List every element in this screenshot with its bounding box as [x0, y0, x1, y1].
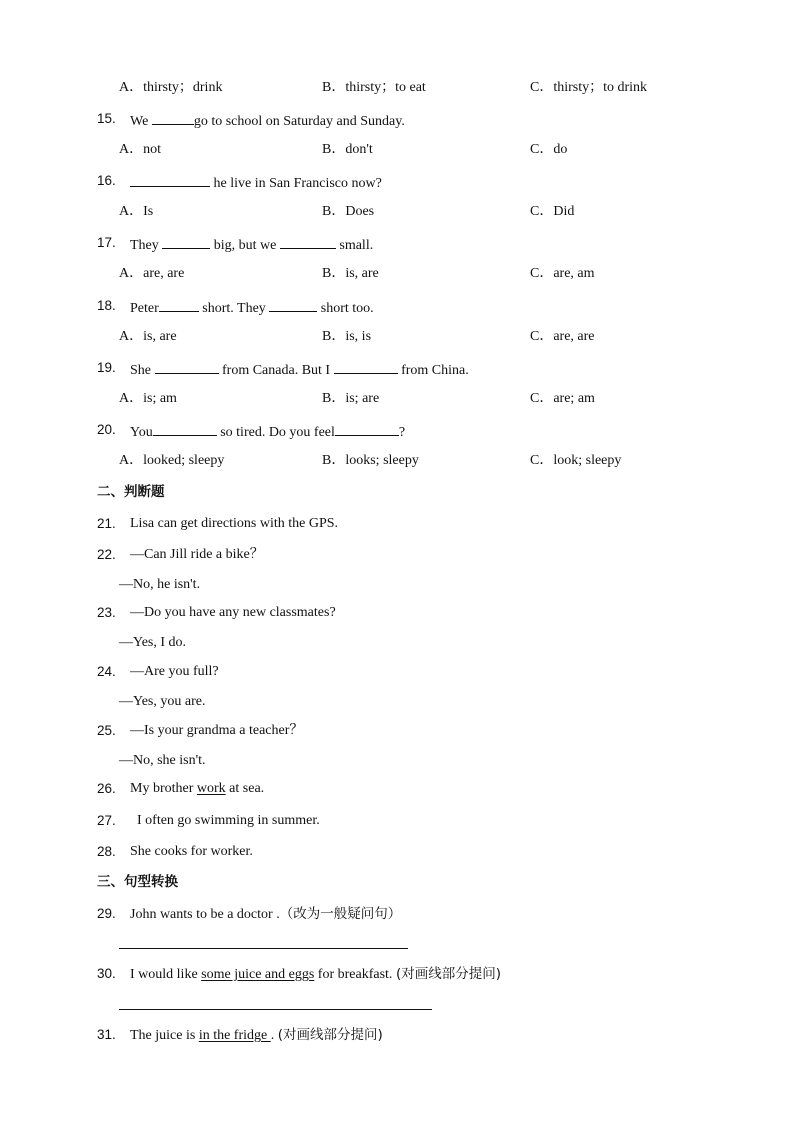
q23-line-2: —Yes, I do.	[119, 635, 187, 650]
q24-line-1: —Are you full?	[130, 664, 219, 679]
section-2-heading: 二、判断题	[97, 484, 165, 500]
q19-blank-2[interactable]	[334, 359, 398, 374]
q19-text-3: from China.	[401, 363, 469, 378]
q29-sentence: John wants to be a doctor .	[130, 907, 280, 922]
q20-text-3: ?	[398, 425, 406, 440]
q27-text: I often go swimming in summer.	[137, 813, 320, 828]
q22-line-1: —Can Jill ride a bike？	[130, 547, 264, 562]
q15-text-pre: We	[130, 114, 149, 129]
q19-question	[130, 359, 469, 377]
q31-instruction: (对画线部分提问)	[277, 1027, 383, 1043]
q31-text-post: .	[270, 1028, 278, 1043]
q17-question	[130, 234, 373, 252]
q19-number: 19.	[97, 360, 116, 375]
q20-blank-1[interactable]	[153, 421, 217, 436]
q15-option-a: A．not	[119, 142, 161, 157]
q15-option-b: B．don't	[322, 142, 373, 157]
q26-text	[130, 780, 264, 798]
q17-option-b: B．is, are	[322, 266, 379, 281]
q29-text	[130, 905, 401, 923]
q17-text-1: They	[130, 238, 159, 253]
q18-text-1: Peter	[130, 301, 159, 316]
q26-underlined: work	[196, 781, 226, 796]
q21-text: Lisa can get directions with the GPS.	[130, 516, 339, 531]
q25-number: 25.	[97, 723, 116, 738]
q21-number: 21.	[97, 516, 116, 531]
q20-option-c: C．look; sleepy	[530, 453, 622, 468]
q14-option-b: B．thirsty；to eat	[322, 80, 426, 95]
q26-number: 26.	[97, 781, 116, 796]
q30-text	[130, 965, 501, 983]
q29-answer-line[interactable]	[119, 948, 408, 949]
q19-text-1: She	[130, 363, 151, 378]
q30-text-pre: I would like	[130, 967, 202, 982]
q31-number: 31.	[97, 1027, 116, 1042]
q31-underlined: in the fridge	[198, 1028, 271, 1043]
q20-option-a: A．looked; sleepy	[119, 453, 225, 468]
q30-text-post: for breakfast.	[314, 967, 396, 982]
q16-blank[interactable]	[130, 172, 210, 187]
q15-option-c: C．do	[530, 142, 568, 157]
q19-option-a: A．is; am	[119, 391, 177, 406]
q20-blank-2[interactable]	[335, 421, 399, 436]
q26-text-pre: My brother	[130, 781, 197, 796]
q27-number: 27.	[97, 813, 116, 828]
q23-line-1: —Do you have any new classmates?	[130, 605, 336, 620]
q22-number: 22.	[97, 547, 116, 562]
q17-number: 17.	[97, 235, 116, 250]
q19-option-c: C．are; am	[530, 391, 595, 406]
q19-blank-1[interactable]	[155, 359, 219, 374]
q15-text-post: go to school on Saturday and Sunday.	[193, 114, 405, 129]
q17-text-3: small.	[339, 238, 374, 253]
q30-answer-line[interactable]	[119, 1009, 432, 1010]
q15-blank[interactable]	[152, 110, 194, 125]
q24-number: 24.	[97, 664, 116, 679]
q29-number: 29.	[97, 906, 116, 921]
q25-line-1: —Is your grandma a teacher？	[130, 723, 304, 738]
q16-option-b: B．Does	[322, 204, 375, 219]
q31-text	[130, 1026, 383, 1044]
q19-option-b: B．is; are	[322, 391, 380, 406]
q18-text-3: short too.	[320, 301, 374, 316]
q30-number: 30.	[97, 966, 116, 981]
q25-line-2: —No, she isn't.	[119, 753, 206, 768]
q30-instruction: (对画线部分提问)	[395, 966, 501, 982]
q20-question	[130, 421, 405, 439]
q18-option-a: A．is, are	[119, 329, 177, 344]
q14-option-c: C．thirsty；to drink	[530, 80, 648, 95]
q15-question	[130, 110, 405, 128]
q20-number: 20.	[97, 422, 116, 437]
q24-line-2: —Yes, you are.	[119, 694, 206, 709]
q22-line-2: —No, he isn't.	[119, 577, 201, 592]
q17-option-a: A．are, are	[119, 266, 185, 281]
section-3-heading: 三、句型转换	[97, 874, 178, 890]
q18-option-b: B．is, is	[322, 329, 372, 344]
q17-option-c: C．are, am	[530, 266, 595, 281]
q15-number: 15.	[97, 111, 116, 126]
q28-number: 28.	[97, 844, 116, 859]
q19-text-2: from Canada. But I	[222, 363, 331, 378]
q16-text-post: he live in San Francisco now?	[213, 176, 382, 191]
q31-text-pre: The juice is	[130, 1028, 199, 1043]
q18-text-2: short. They	[202, 301, 266, 316]
q18-question	[130, 297, 374, 315]
q18-blank-2[interactable]	[269, 297, 317, 312]
q16-number: 16.	[97, 173, 116, 188]
q16-option-a: A．Is	[119, 204, 154, 219]
q16-option-c: C．Did	[530, 204, 575, 219]
q20-text-2: so tired. Do you feel	[220, 425, 335, 440]
q23-number: 23.	[97, 605, 116, 620]
q20-option-b: B．looks; sleepy	[322, 453, 419, 468]
q17-blank-2[interactable]	[280, 234, 336, 249]
q28-text: She cooks for worker.	[130, 844, 253, 859]
q14-option-a: A．thirsty；drink	[119, 80, 223, 95]
q17-blank-1[interactable]	[162, 234, 210, 249]
q30-underlined: some juice and eggs	[201, 967, 315, 982]
q26-text-post: at sea.	[225, 781, 265, 796]
q20-text-1: You	[130, 425, 153, 440]
q29-instruction: （改为一般疑问句）	[279, 906, 402, 922]
q16-question	[130, 172, 382, 190]
q18-blank-1[interactable]	[159, 297, 199, 312]
q17-text-2: big, but we	[213, 238, 277, 253]
q18-option-c: C．are, are	[530, 329, 595, 344]
q18-number: 18.	[97, 298, 116, 313]
